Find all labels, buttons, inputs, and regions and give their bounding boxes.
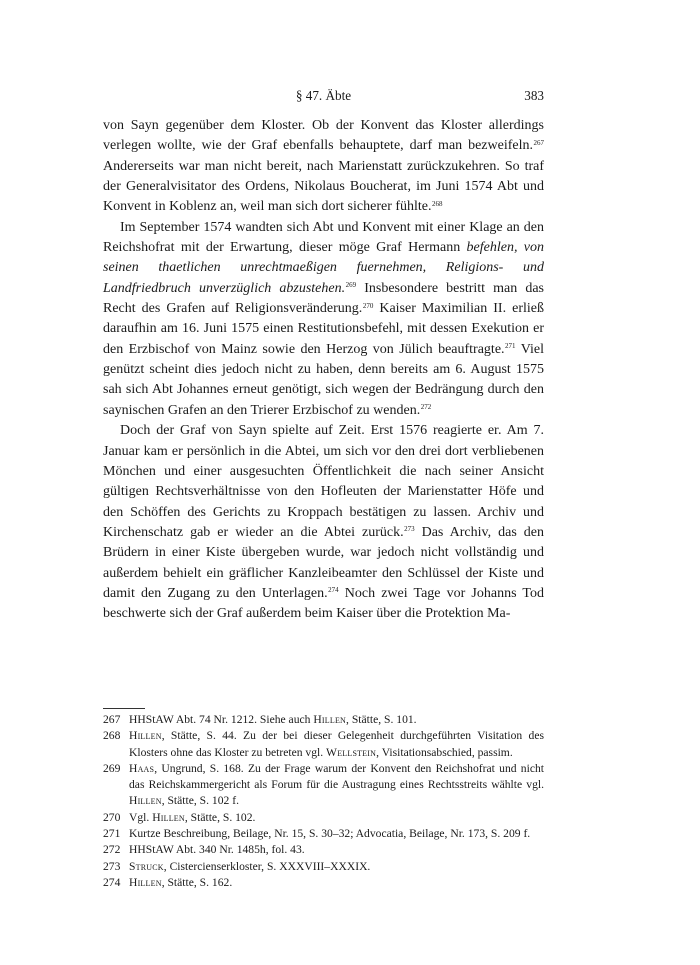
text-run: HHStAW Abt. 340 Nr. 1485h, fol. 43. xyxy=(129,843,305,857)
footnote-text xyxy=(129,810,544,826)
footnote xyxy=(103,859,544,875)
footnote-text xyxy=(129,712,544,728)
author-name: Haas xyxy=(129,761,155,775)
footnote-text xyxy=(129,842,544,858)
author-name: Wellstein xyxy=(326,745,377,759)
footnote-text xyxy=(129,859,544,875)
footnote-marker: 269 xyxy=(345,281,357,290)
text-run: Kurtze Beschreibung, Beilage, Nr. 15, S. 30–32; Advocatia, Beilage, Nr. 173, S. 209 f. xyxy=(129,827,531,841)
author-name: Hillen xyxy=(313,713,347,726)
text-run: Vgl. xyxy=(129,810,153,824)
running-head xyxy=(103,88,544,108)
footnote-marker: 267 xyxy=(533,138,544,147)
footnote xyxy=(103,728,544,761)
footnote xyxy=(103,810,544,826)
section-title: § 47. Äbte xyxy=(295,88,352,103)
author-name: Hillen xyxy=(129,794,162,808)
text-run: , Stätte, S. 44. Zu der bei dieser Gelegenheit durchgeführten Visitation des Klosters ohne das Kloster zu betreten vgl. xyxy=(129,729,544,759)
paragraph xyxy=(103,116,544,218)
text-run: Doch der Graf von Sayn spielte auf Zeit. Erst 1576 reagierte er. Am 7. Januar kam er persönlich in die Abtei, um sich vor den drei dort verbliebenen Mönchen und einer ausgesuchten Öffentlichkeit die nach seiner Ansicht gültigen Rechtsverhältnisse von den Hofleuten der Marienstatter Höfe und den Schöffen des Gerichts zu Kroppach bestätigen zu lassen. Archiv und Kirchenschatz gab er wieder an die Abtei zurück. xyxy=(103,423,544,540)
text-run: , Stätte, S. 101. xyxy=(346,713,417,726)
footnote xyxy=(103,842,544,858)
text-run: , Stätte, S. 102 f. xyxy=(161,794,239,808)
footnote-marker: 270 xyxy=(362,301,374,310)
author-name: Hillen xyxy=(152,810,185,824)
footnote-marker: 273 xyxy=(404,525,415,534)
text-run: Im September 1574 wandten sich Abt und Konvent mit einer Klage an den Reichshofrat mit der Erwartung, dieser möge Graf Hermann xyxy=(103,219,544,256)
footnote-marker: 272 xyxy=(420,403,432,412)
text-run: , Ungrund, S. 168. Zu der Frage warum der Konvent den Reichshofrat und nicht das Reichskammergericht als Forum für die Austragung eines Rechtsstreits wählte vgl. xyxy=(129,761,544,792)
text-run: Viel genützt scheint dies jedoch nicht zu haben, denn bereits am 6. August 1575 sah sich Abt Johannes erneut genötigt, sich wegen der Bedrängung durch den saynischen Grafen an den Trierer Erzbischof zu wenden. xyxy=(103,341,544,418)
footnote-text xyxy=(129,761,544,810)
footnote-text xyxy=(129,875,544,891)
author-name: Struck xyxy=(129,859,164,873)
footnote-marker: 268 xyxy=(432,199,443,208)
text-run: HHStAW Abt. 74 Nr. 1212. Siehe auch xyxy=(129,713,314,726)
text-run: Kaiser Maximilian II. erließ daraufhin am 16. Juni 1575 einen Restitutionsbefehl, mit dessen Exekution er den Erzbischof von Mainz sowie den Herzog von Jülich beauftragte. xyxy=(103,301,544,357)
footnote xyxy=(103,761,544,810)
footnote xyxy=(103,875,544,891)
author-name: Hillen xyxy=(129,875,162,889)
text-run: Noch zwei Tage vor Johanns Tod beschwerte sich der Graf außerdem beim Kaiser über die Protektion Ma- xyxy=(103,585,544,622)
paragraph xyxy=(103,421,544,624)
text-run: Das Archiv, das den Brüdern in einer Kiste übergeben wurde, war jedoch nicht vollständig und außerdem behielt ein gräflicher Kanzleibeamter den Schlüssel der Kiste und damit den Zugang zu den Unterlagen. xyxy=(103,524,544,601)
text-run: , Cistercienserkloster, S. XXXVIII–XXXIX. xyxy=(163,859,371,873)
footnote xyxy=(103,712,544,728)
footnote xyxy=(103,826,544,842)
text-run: , Stätte, S. 162. xyxy=(161,875,233,889)
text-run: von Sayn gegenüber dem Kloster. Ob der Konvent das Kloster allerdings verlegen wollte, wie der Graf ebenfalls behauptete, darf man bezweifeln. xyxy=(103,118,544,154)
text-run: , Visitationsabschied, passim. xyxy=(376,745,513,759)
footnote-number: 272 xyxy=(103,843,121,857)
italic-quote: befehlen, von seinen thaetlichen unrechtmaeßigen fuernehmen, Religions- und Landfriedbruch unverzüglich abzustehen. xyxy=(103,240,545,296)
text-run: Insbesondere bestritt man das Recht des Grafen auf Religionsveränderung. xyxy=(103,280,544,317)
footnote-separator xyxy=(103,708,145,709)
footnote-number: 270 xyxy=(103,810,121,824)
page-number: 383 xyxy=(524,88,544,103)
footnote-marker: 274 xyxy=(328,586,339,595)
footnote-text xyxy=(129,728,544,761)
footnotes xyxy=(103,712,544,891)
text-run: , Stätte, S. 102. xyxy=(184,810,256,824)
footnote-number: 268 xyxy=(103,729,121,743)
text-run: Andererseits war man nicht bereit, nach Marienstatt zurückzukehren. So traf der Generalvisitator des Ordens, Nikolaus Boucherat, im Juni 1574 Abt und Konvent in Koblenz an, weil man sich dort sicherer fühlte. xyxy=(103,158,544,215)
footnote-text xyxy=(129,826,544,842)
footnote-number: 271 xyxy=(103,827,121,841)
body-text xyxy=(103,116,544,625)
author-name: Hillen xyxy=(129,729,162,743)
footnote-number: 273 xyxy=(103,859,121,873)
paragraph xyxy=(103,218,544,421)
footnote-number: 267 xyxy=(103,713,121,726)
footnote-number: 274 xyxy=(103,875,121,889)
footnote-marker: 271 xyxy=(505,342,516,351)
footnote-number: 269 xyxy=(103,761,121,775)
